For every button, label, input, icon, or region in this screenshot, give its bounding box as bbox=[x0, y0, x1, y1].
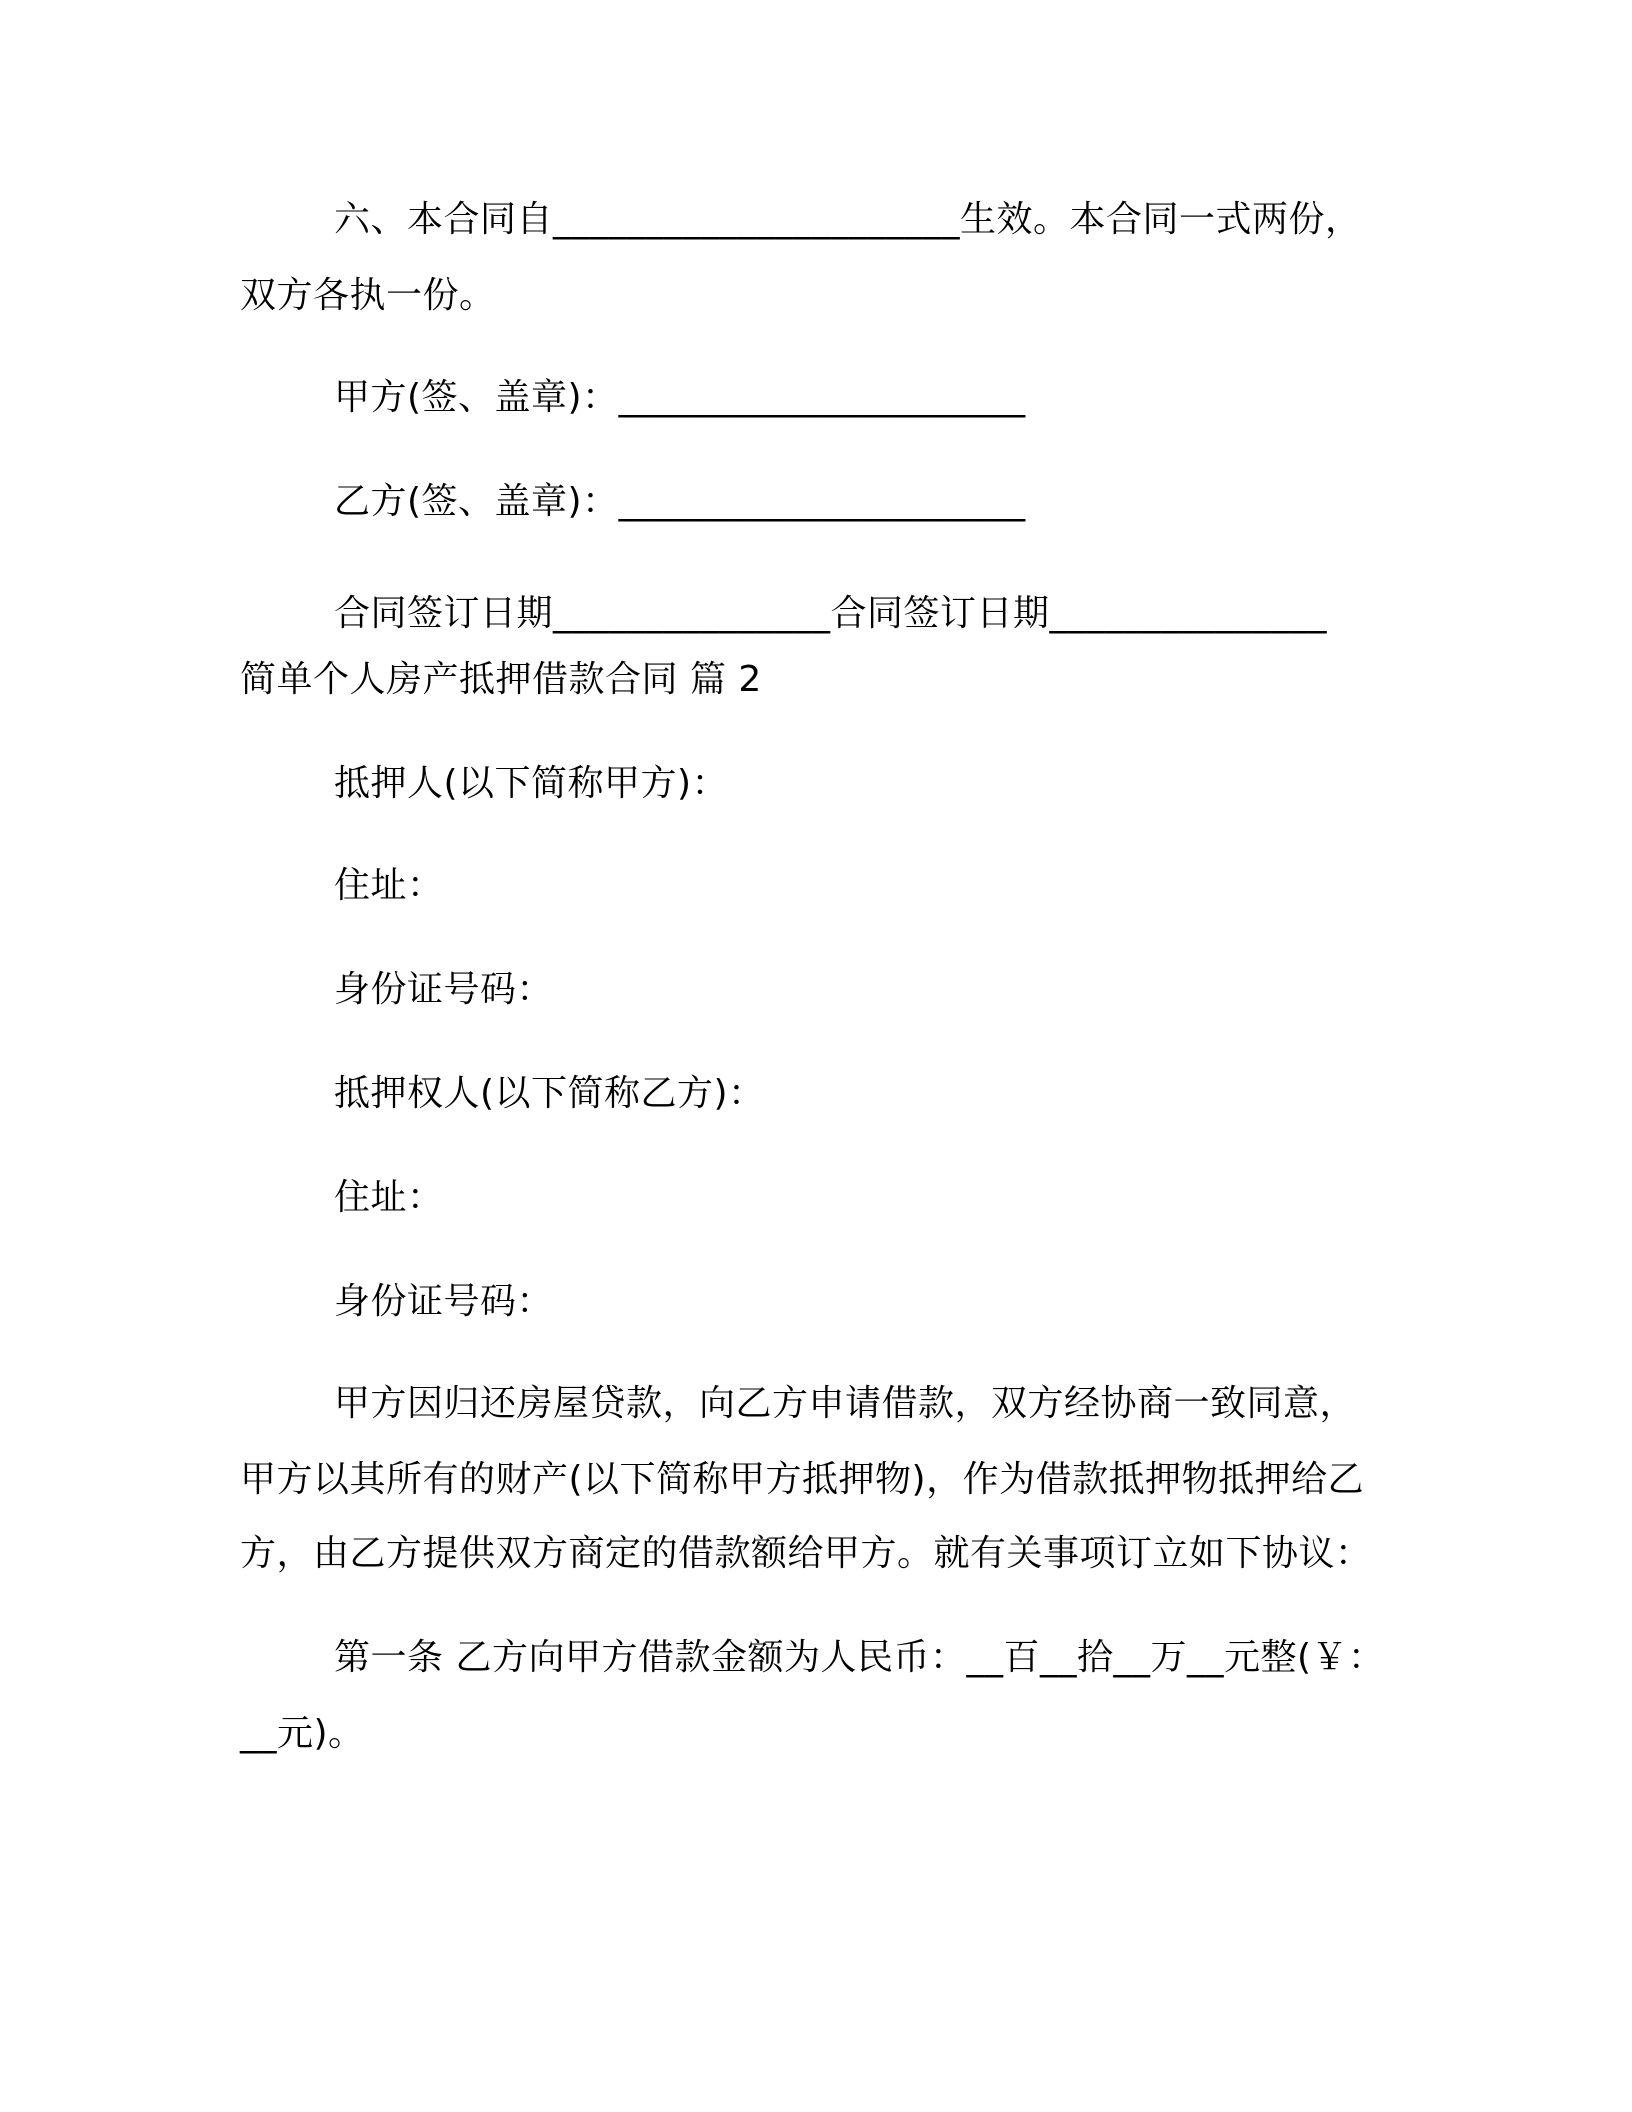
mortgagee-id-label: 身份证号码： bbox=[334, 1281, 554, 1322]
mortgagor-id-label: 身份证号码： bbox=[334, 969, 554, 1010]
preamble-line-3: 方，由乙方提供双方商定的借款额给甲方。就有关事项订立如下协议： bbox=[240, 1533, 1372, 1574]
party-b-signature: 乙方(签、盖章)：______________________ bbox=[334, 481, 1026, 522]
mortgagee-label: 抵押权人(以下简称乙方)： bbox=[334, 1073, 765, 1114]
mortgagor-label: 抵押人(以下简称甲方)： bbox=[334, 763, 729, 804]
clause-six-line-2: 双方各执一份。 bbox=[240, 275, 496, 316]
preamble-line-1: 甲方因归还房屋贷款，向乙方申请借款，双方经协商一致同意， bbox=[334, 1383, 1357, 1424]
mortgagor-address-label: 住址： bbox=[334, 865, 444, 906]
article-one-line-1: 第一条 乙方向甲方借款金额为人民币：__百__拾__万__元整(￥： bbox=[334, 1637, 1385, 1678]
mortgagee-address-label: 住址： bbox=[334, 1177, 444, 1218]
clause-six-line-1: 六、本合同自______________________生效。本合同一式两份， bbox=[334, 199, 1362, 240]
preamble-line-2: 甲方以其所有的财产(以下简称甲方抵押物)，作为借款抵押物抵押给乙 bbox=[240, 1459, 1365, 1500]
signing-date: 合同签订日期_______________合同签订日期_______________ bbox=[334, 593, 1328, 634]
section-title: 简单个人房产抵押借款合同 篇 2 bbox=[240, 659, 762, 700]
article-one-line-2: __元)。 bbox=[240, 1713, 365, 1754]
party-a-signature: 甲方(签、盖章)：______________________ bbox=[334, 377, 1026, 418]
